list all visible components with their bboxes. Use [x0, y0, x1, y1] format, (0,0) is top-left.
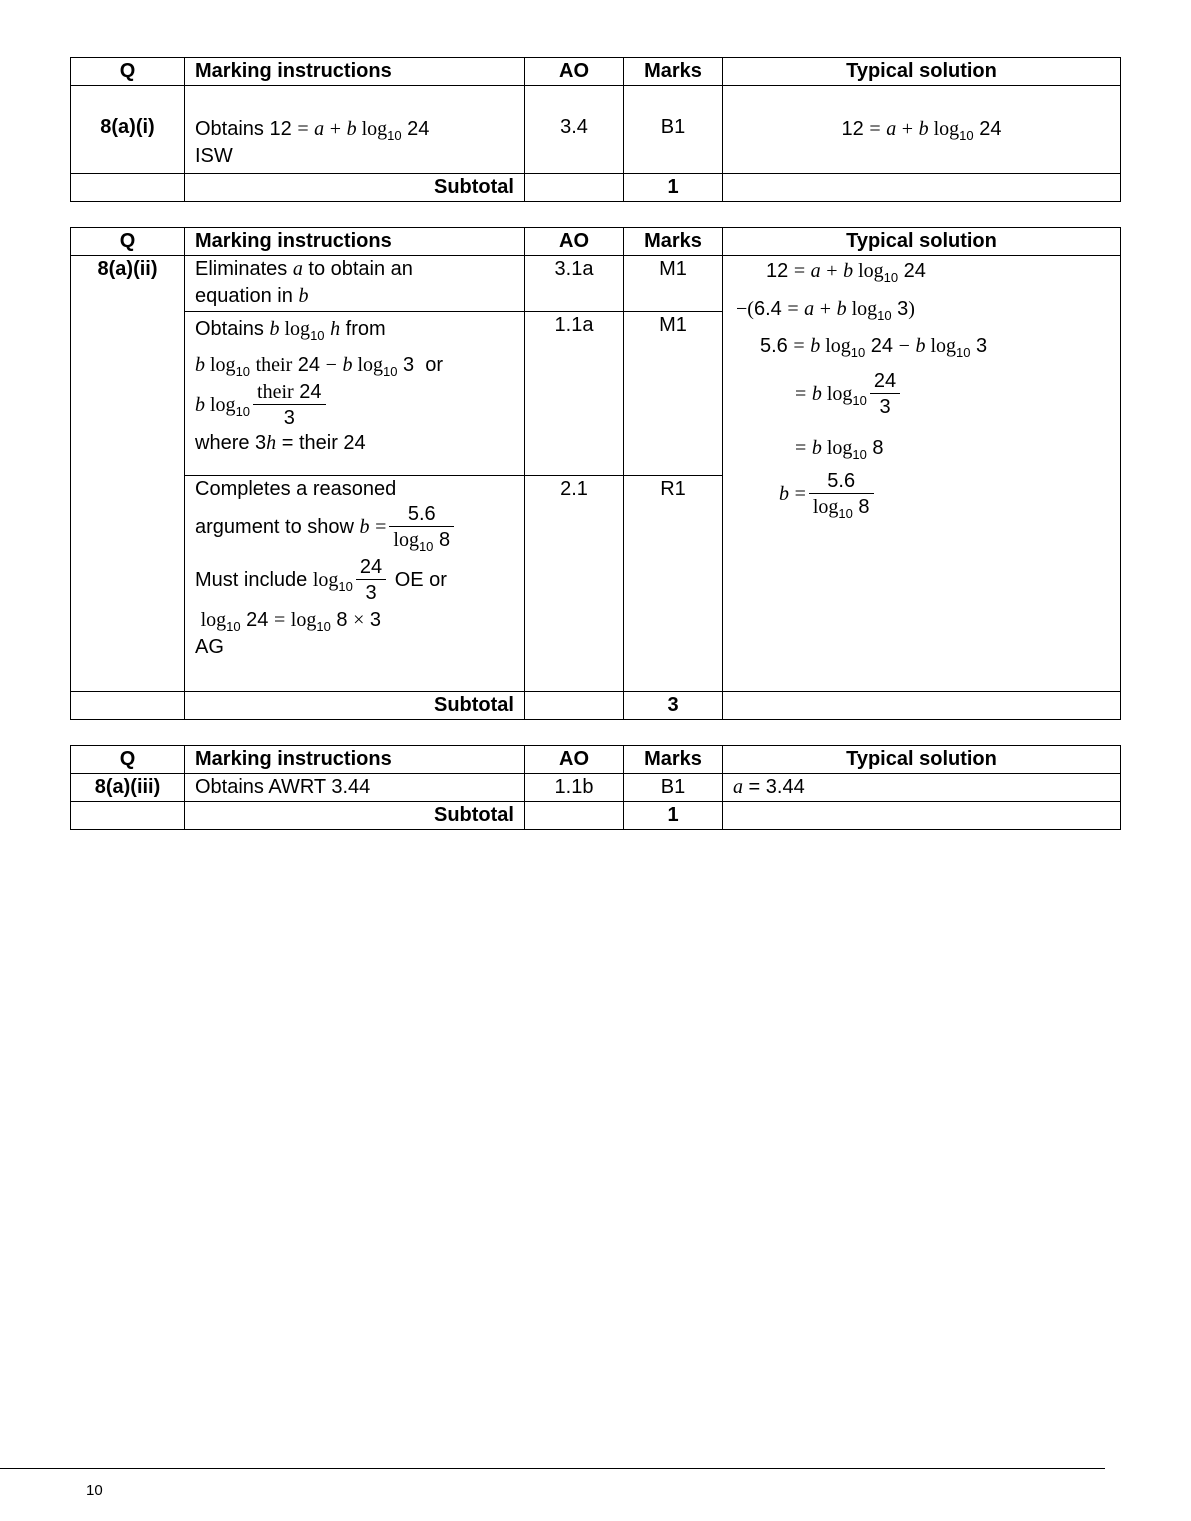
subtotal-label: Subtotal — [185, 174, 525, 202]
solution-line: 5.6 = b $\log_{10} 24 - b$ $\log_{10} 3$ — [760, 335, 988, 360]
isw-note: ISW — [195, 145, 233, 167]
table-row — [71, 256, 1121, 312]
header-ao: AO — [525, 228, 624, 256]
header-typical-solution: Typical solution — [723, 228, 1121, 256]
header-q: Q — [71, 746, 185, 774]
footer-divider — [0, 1468, 1105, 1469]
header-marks: Marks — [624, 58, 723, 86]
ao-value: 1.1a — [525, 312, 624, 476]
ao-value: 3.1a — [525, 256, 624, 312]
subtotal-value: 1 — [624, 174, 723, 202]
marking-table-8aii — [70, 227, 1121, 720]
header-marks: Marks — [624, 228, 723, 256]
marking-instruction: Eliminates a to obtain an equation in b — [185, 256, 525, 312]
marking-instruction: Obtains b $\log_{10} h$ from b $\log_{10}$ their 24 − b $\log_{10} 3$ or b $\log_{10}$ $\frac{\text{their 24}}{3}$ where 3h = their 24 — [185, 312, 525, 476]
header-typical-solution: Typical solution — [723, 746, 1121, 774]
page-number: 10 — [86, 1482, 103, 1499]
subtotal-row — [71, 692, 1121, 720]
header-row — [71, 228, 1121, 256]
header-q: Q — [71, 228, 185, 256]
mark-value: M1 — [624, 256, 723, 312]
header-marking-instructions: Marking instructions — [185, 746, 525, 774]
mark-value: B1 — [624, 86, 723, 174]
subtotal-value: 1 — [624, 802, 723, 830]
mark-value: M1 — [624, 312, 723, 476]
typical-solution: 12 = a + b $\log_{10} 24$ — [723, 86, 1121, 174]
subtotal-row — [71, 174, 1121, 202]
question-number: 8(a)(iii) — [71, 774, 185, 802]
marking-instruction: Obtains AWRT 3.44 — [185, 774, 525, 802]
marking-table-8ai — [70, 57, 1121, 202]
header-marks: Marks — [624, 746, 723, 774]
ao-value: 3.4 — [525, 86, 624, 174]
header-marking-instructions: Marking instructions — [185, 58, 525, 86]
marking-instruction: Completes a reasoned argument to show b = $\frac{5.6}{\log_{10} 8}$ Must include $\log_{10}$ $\frac{24}{3}$ OE or $\log_{10} 24 = \log_{10} 8 \times 3$ AG — [185, 476, 525, 692]
table-row — [71, 86, 1121, 174]
instruction-text: Obtains — [195, 118, 264, 140]
marking-instruction — [185, 86, 525, 174]
solution-line: b = $\frac{5.6}{\log_{10} 8}$ — [779, 470, 877, 519]
ao-value: 2.1 — [525, 476, 624, 692]
solution-line: = b $\log_{10} 8$ — [795, 437, 884, 462]
header-ao: AO — [525, 58, 624, 86]
header-q: Q — [71, 58, 185, 86]
solution-line: 12 = a + b $\log_{10} 24$ — [766, 260, 926, 285]
marking-table-8aiii — [70, 745, 1121, 830]
ao-value: 1.1b — [525, 774, 624, 802]
typical-solution — [723, 256, 1121, 692]
table-row — [71, 774, 1121, 802]
question-number: 8(a)(i) — [71, 86, 185, 174]
mark-value: R1 — [624, 476, 723, 692]
solution-line: −(6.4 = a + b $\log_{10} 3$) — [736, 298, 915, 323]
typical-solution: a = 3.44 — [723, 774, 1121, 802]
subtotal-label: Subtotal — [185, 692, 525, 720]
header-marking-instructions: Marking instructions — [185, 228, 525, 256]
mark-value: B1 — [624, 774, 723, 802]
subtotal-value: 3 — [624, 692, 723, 720]
header-typical-solution: Typical solution — [723, 58, 1121, 86]
solution-line: = b $\log_{10}$ $\frac{24}{3}$ — [795, 370, 903, 419]
subtotal-label: Subtotal — [185, 802, 525, 830]
header-ao: AO — [525, 746, 624, 774]
equation: 12 = a + b $\log_{10} 24$ — [269, 118, 430, 143]
header-row — [71, 58, 1121, 86]
question-number: 8(a)(ii) — [71, 256, 185, 692]
subtotal-row — [71, 802, 1121, 830]
header-row — [71, 746, 1121, 774]
